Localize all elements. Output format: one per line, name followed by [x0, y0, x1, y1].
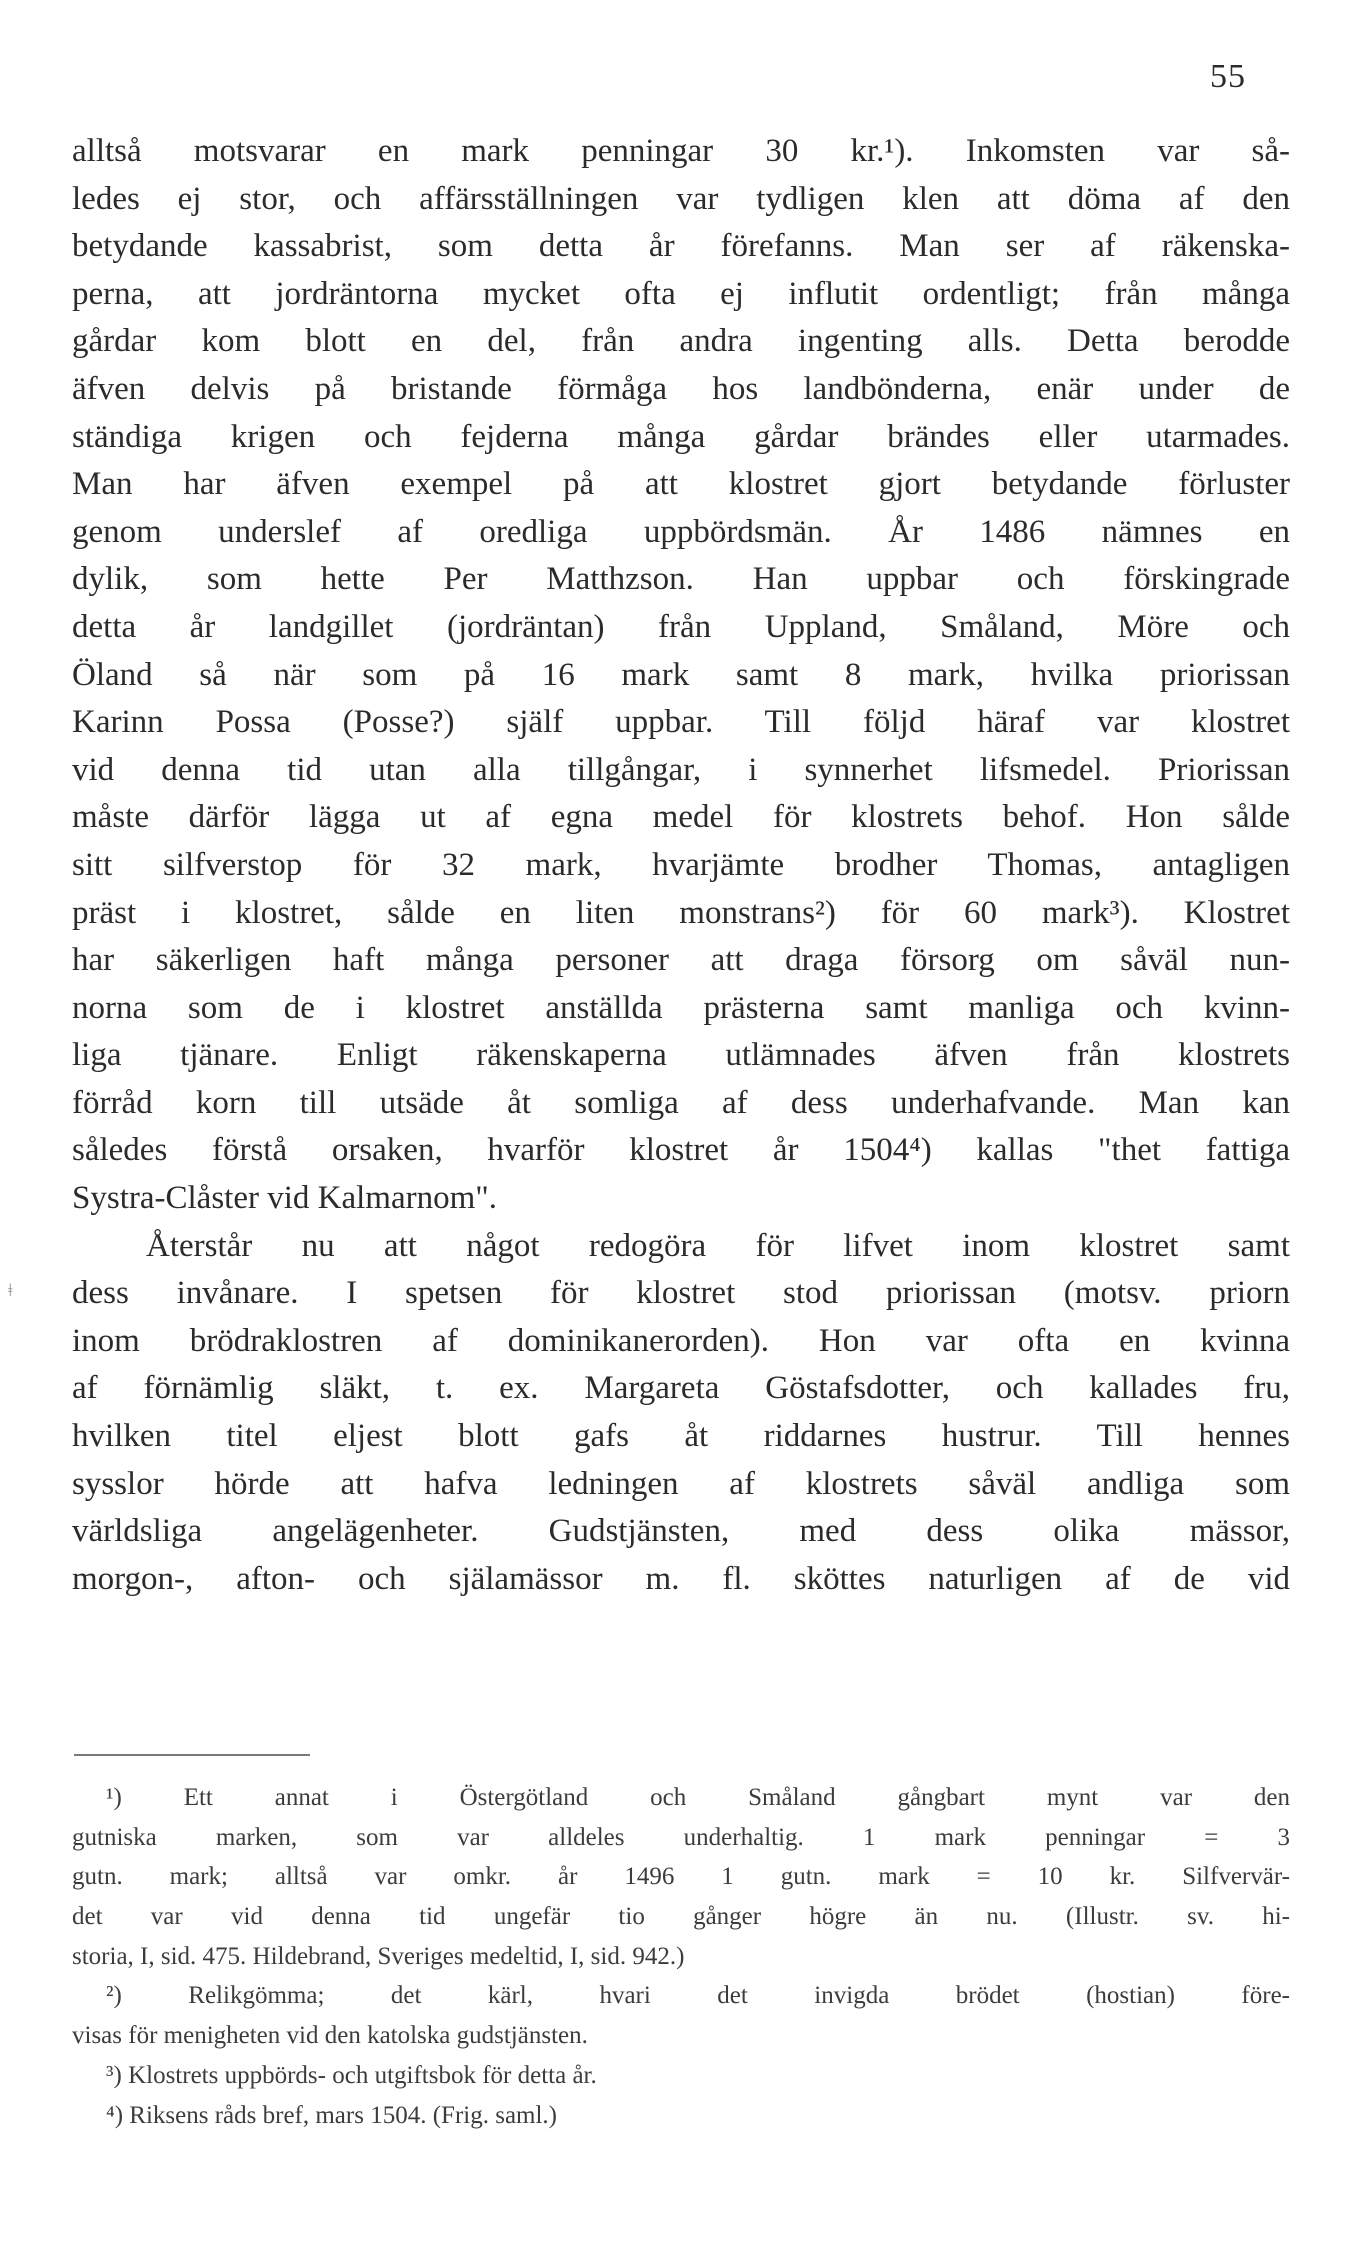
text-line: sysslor hörde att hafva ledningen af klostrets såväl andliga som — [72, 1465, 1290, 1502]
text-line: förråd korn till utsäde åt somliga af dess underhafvande. Man kan — [72, 1084, 1290, 1121]
footnote-line: gutniska marken, som var alldeles underhaltig. 1 mark penningar = 3 — [72, 1823, 1290, 1851]
text-line: alltså motsvarar en mark penningar 30 kr.¹). Inkomsten var så- — [72, 133, 1290, 169]
text-line: af förnämlig släkt, t. ex. Margareta Göstafsdotter, och kallades fru, — [72, 1370, 1290, 1407]
text-line: inom brödraklostren af dominikanerorden). Hon var ofta en kvinna — [72, 1322, 1290, 1359]
footnote-line: ¹) Ett annat i Östergötland och Småland gångbart mynt var den — [106, 1784, 1290, 1811]
text-line: perna, att jordräntorna mycket ofta ej influtit ordentligt; från många — [72, 275, 1290, 312]
page-number: 55 — [1210, 58, 1246, 95]
text-line: har säkerligen haft många personer att draga försorg om såväl nun- — [72, 942, 1290, 979]
paragraph-end-line: Systra-Clåster vid Kalmarnom". — [72, 1180, 497, 1217]
footnote-line: ⁴) Riksens råds bref, mars 1504. (Frig. saml.) — [106, 2101, 558, 2129]
footnote-line: gutn. mark; alltså var omkr. år 1496 1 gutn. mark = 10 kr. Silfvervär- — [72, 1863, 1290, 1891]
text-line: ledes ej stor, och affärsställningen var tydligen klen att döma af den — [72, 180, 1290, 217]
footnote-line: det var vid denna tid ungefär tio gånger högre än nu. (Illustr. sv. hi- — [72, 1903, 1290, 1931]
text-line: betydande kassabrist, som detta år förefanns. Man ser af räkenska- — [72, 228, 1290, 265]
body-text — [72, 128, 1290, 1603]
text-line: således förstå orsaken, hvarför klostret år 1504⁴) kallas "thet fattiga — [72, 1132, 1290, 1169]
text-line: morgon-, afton- och själamässor m. fl. sköttes naturligen af de vid — [72, 1560, 1290, 1597]
footnote-line: storia, I, sid. 475. Hildebrand, Sveriges medeltid, I, sid. 942.) — [72, 1942, 685, 1970]
text-line: Öland så när som på 16 mark samt 8 mark, hvilka priorissan — [72, 656, 1290, 693]
footnote-line: ³) Klostrets uppbörds- och utgiftsbok för detta år. — [106, 2061, 597, 2089]
text-line: gårdar kom blott en del, från andra ingenting alls. Detta berodde — [72, 323, 1290, 360]
text-line: sitt silfverstop för 32 mark, hvarjämte brodher Thomas, antagligen — [72, 846, 1290, 883]
margin-mark: ǂ — [8, 1280, 13, 1300]
text-line: vid denna tid utan alla tillgångar, i synnerhet lifsmedel. Priorissan — [72, 751, 1290, 788]
text-line: genom underslef af oredliga uppbördsmän. År 1486 nämnes en — [72, 513, 1290, 550]
text-line: präst i klostret, sålde en liten monstrans²) för 60 mark³). Klostret — [72, 894, 1290, 931]
text-line: dess invånare. I spetsen för klostret stod priorissan (motsv. priorn — [72, 1275, 1290, 1312]
text-line: dylik, som hette Per Matthzson. Han uppbar och förskingrade — [72, 561, 1290, 598]
text-line: måste därför lägga ut af egna medel för klostrets behof. Hon sålde — [72, 799, 1290, 836]
footnote-line: visas för menigheten vid den katolska gudstjänsten. — [72, 2022, 588, 2050]
paragraph-start-line: Återstår nu att något redogöra för lifvet inom klostret samt — [146, 1227, 1290, 1264]
footnotes — [72, 1778, 1290, 2135]
text-line: världsliga angelägenheter. Gudstjänsten, med dess olika mässor, — [72, 1513, 1290, 1550]
text-line: detta år landgillet (jordräntan) från Uppland, Småland, Möre och — [72, 608, 1290, 645]
footnote-divider — [74, 1754, 310, 1756]
text-line: Karinn Possa (Posse?) själf uppbar. Till följd häraf var klostret — [72, 704, 1290, 741]
footnote-line: ²) Relikgömma; det kärl, hvari det invigda brödet (hostian) före- — [106, 1982, 1290, 2010]
text-line: hvilken titel eljest blott gafs åt riddarnes hustrur. Till hennes — [72, 1418, 1290, 1455]
text-line: äfven delvis på bristande förmåga hos landbönderna, enär under de — [72, 370, 1290, 407]
text-line: ständiga krigen och fejderna många gårdar brändes eller utarmades. — [72, 418, 1290, 455]
text-line: Man har äfven exempel på att klostret gjort betydande förluster — [72, 466, 1290, 503]
text-line: norna som de i klostret anställda prästerna samt manliga och kvinn- — [72, 989, 1290, 1026]
text-line: liga tjänare. Enligt räkenskaperna utlämnades äfven från klostrets — [72, 1037, 1290, 1074]
